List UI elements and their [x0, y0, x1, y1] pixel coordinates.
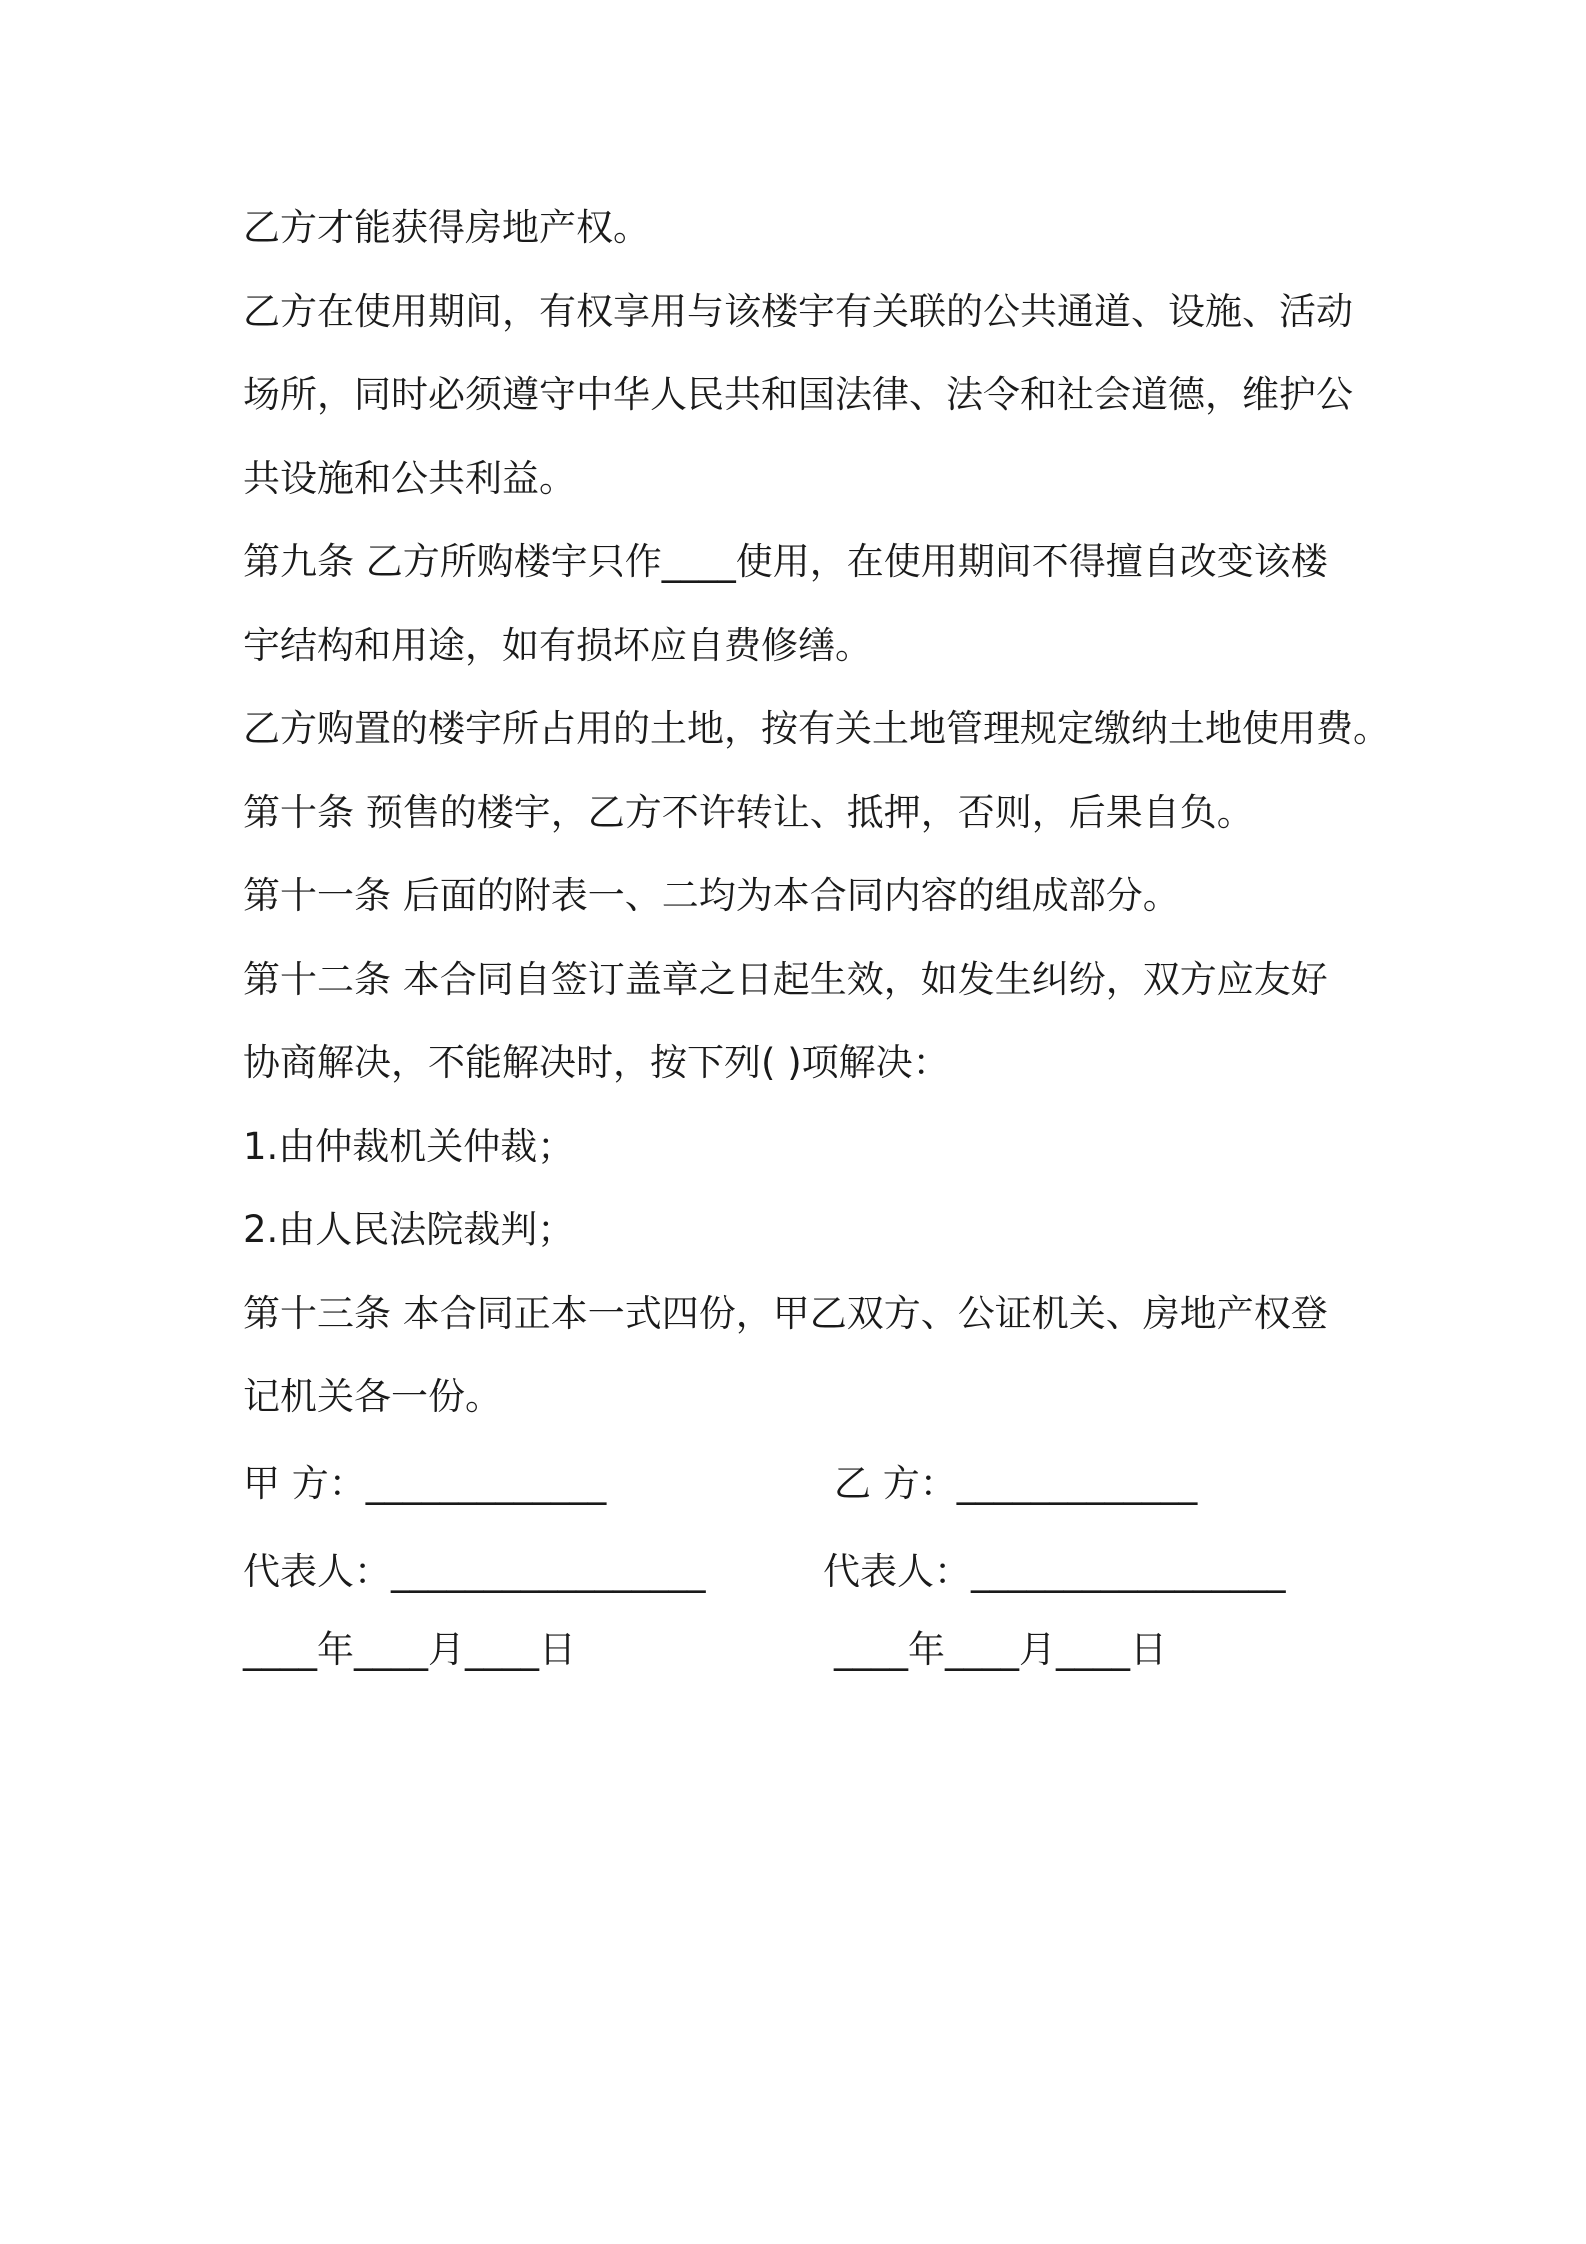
article-12-line-2: 协商解决，不能解决时，按下列( )项解决：: [243, 1041, 950, 1084]
article-12-line-1: 第十二条 本合同自签订盖章之日起生效，如发生纠纷，双方应友好: [243, 958, 1328, 1001]
paragraph-line-2: 乙方在使用期间，有权享用与该楼宇有关联的公共通道、设施、活动: [243, 290, 1353, 333]
option-2-line: 2.由人民法院裁判；: [243, 1208, 575, 1251]
article-11-line: 第十一条 后面的附表一、二均为本合同内容的组成部分。: [243, 874, 1180, 917]
party-a-signature-line: 甲 方：_____________: [243, 1462, 607, 1505]
paragraph-line-3: 场所，同时必须遵守中华人民共和国法律、法令和社会道德，维护公: [243, 373, 1353, 416]
article-9-line-2: 宇结构和用途，如有损坏应自费修缮。: [243, 624, 872, 667]
party-b-signature-line: 乙 方：_____________: [834, 1462, 1198, 1505]
paragraph-line-4: 共设施和公共利益。: [243, 457, 576, 500]
party-b-representative-line: 代表人：_________________: [823, 1550, 1286, 1593]
option-1-line: 1.由仲裁机关仲裁；: [243, 1125, 575, 1168]
party-a-representative-line: 代表人：_________________: [243, 1550, 706, 1593]
party-b-date-line: ____年____月____日: [834, 1628, 1167, 1671]
article-13-line-2: 记机关各一份。: [243, 1375, 502, 1418]
article-10-line: 第十条 预售的楼宇，乙方不许转让、抵押，否则，后果自负。: [243, 791, 1254, 834]
article-13-line-1: 第十三条 本合同正本一式四份，甲乙双方、公证机关、房地产权登: [243, 1292, 1328, 1335]
article-9-line-1: 第九条 乙方所购楼宇只作____使用，在使用期间不得擅自改变该楼: [243, 540, 1328, 583]
party-a-date-line: ____年____月____日: [243, 1628, 576, 1671]
land-fee-line: 乙方购置的楼宇所占用的土地，按有关土地管理规定缴纳土地使用费。: [243, 707, 1390, 750]
paragraph-line-1: 乙方才能获得房地产权。: [243, 206, 650, 249]
